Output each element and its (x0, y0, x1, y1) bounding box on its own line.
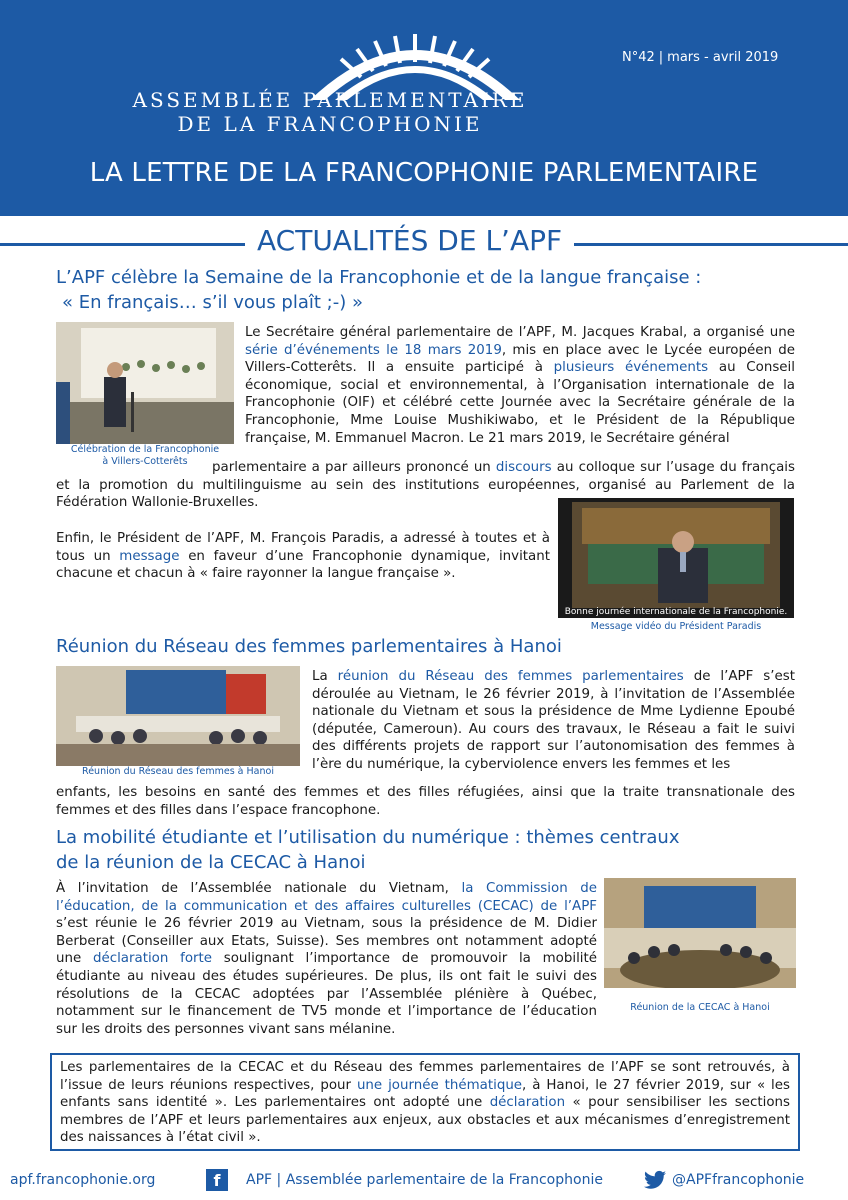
twitter-link[interactable]: @APFfrancophonie (672, 1172, 805, 1188)
text-span: soulignant l’importance de promouvoir la mobilité étudiante au niveau des études supérieures. De plus, ils ont fait le suivi des résolutions de la CECAC adoptées par l’Assemblée plénière à Québec, notamment sur le financement de TV5 monde et l’importance de l’éducation sur les droits des personnes vivant sans mélanine. (56, 951, 598, 1037)
org-name-line2: DE LA FRANCOPHONIE (177, 112, 483, 136)
video-subtitle: Bonne journée internationale de la Francophonie. (564, 607, 788, 617)
newsletter-title: LA LETTRE DE LA FRANCOPHONIE PARLEMENTAIRE (89, 158, 759, 188)
link-serie-evenements[interactable]: série d’événements le 18 mars 2019 (245, 342, 502, 358)
link-declaration-forte[interactable]: déclaration forte (92, 951, 213, 967)
link-cecac[interactable]: la Commission de l’éducation, de la communication et des affaires culturelles (CECAC) de l’APF (56, 881, 597, 914)
photo-villers-cotterets (56, 322, 234, 444)
article2-paragraph-bottom: enfants, les besoins en santé des femmes et des filles réfugiées, ainsi que la traite transnationale des femmes et des filles dans l’espace francophone. (56, 785, 795, 818)
article1-paragraph2 (56, 530, 550, 583)
article1-title-line2: « En français… s’il vous plaît ;-) » (62, 292, 363, 313)
text-span: Enfin, le Président de l’APF, M. François Paradis, a adressé à toutes et à tous un (56, 531, 550, 564)
text-span: À l’invitation de l’Assemblée nationale du Vietnam, (56, 881, 462, 896)
text-span: La (312, 669, 338, 684)
article3-paragraph (56, 880, 597, 1038)
twitter-icon[interactable] (644, 1170, 666, 1190)
text-span: Le Secrétaire général parlementaire de l’APF, M. Jacques Krabal, a organisé une (245, 325, 795, 340)
link-plusieurs-evenements[interactable]: plusieurs événements (553, 360, 709, 376)
link-discours[interactable]: discours (495, 460, 552, 475)
link-reunion-reseau[interactable]: réunion du Réseau des femmes parlementaires (337, 669, 684, 684)
text-span: s’est réunie le 26 février 2019 au Vietnam, sous la présidence de M. Didier Berberat (Conseiller aux Etats, Suisse). Ses membres ont notamment adopté une (56, 916, 597, 967)
website-link[interactable]: apf.francophonie.org (10, 1172, 156, 1188)
footer (0, 1164, 848, 1200)
thematic-day-box (50, 1053, 800, 1151)
text-span: en faveur d’une Francophonie dynamique, invitant chacune et chacun à « faire rayonner la langue française ». (56, 548, 550, 582)
text-span: , à Hanoi, le 27 février 2019, sur « les enfants sans identité ». Les parlementaires ont adopté une (60, 1077, 790, 1111)
photo1-caption-line1: Célébration de la Francophonie (70, 444, 220, 455)
facebook-link[interactable]: APF | Assemblée parlementaire de la Francophonie (246, 1172, 603, 1188)
text-span: « pour sensibiliser les sections membres de l’APF et leurs parlementaires aux enjeux, aux obstacles et aux mécanismes d’enregistrement des naissances à l’état civil ». (60, 1095, 790, 1146)
photo-president-paradis-video[interactable] (558, 498, 794, 618)
issue-number: N°42 (622, 50, 655, 65)
org-name-line1: ASSEMBLÉE PARLEMENTAIRE (132, 88, 528, 112)
text-span: Les parlementaires de la CECAC et du Réseau des femmes parlementaires de l’APF se sont retrouvés, à l’issue de leurs réunions respectives, pour (60, 1060, 790, 1093)
article3-title-line1: La mobilité étudiante et l’utilisation du numérique : thèmes centraux (56, 827, 680, 848)
photo2-caption: Message vidéo du Président Paradis (590, 621, 762, 632)
issue-date: mars - avril 2019 (667, 50, 779, 65)
photo4-caption: Réunion de la CECAC à Hanoi (630, 1002, 770, 1013)
text-span: au colloque sur l’usage du français et la promotion du multilinguisme au sein des institutions européennes, organisé au Parlement de la Fédération Wallonie-Bruxelles. (56, 460, 795, 511)
photo-cecac (604, 878, 796, 1000)
header-banner (0, 0, 848, 216)
section-title: ACTUALITÉS DE L’APF (245, 224, 574, 257)
article3-title-line2: de la réunion de la CECAC à Hanoi (56, 852, 366, 873)
text-span: parlementaire a par ailleurs prononcé un (212, 460, 496, 475)
facebook-icon[interactable]: f (206, 1169, 228, 1191)
text-span: au Conseil économique, social et environnemental, à l’Organisation internationale de la Francophonie (OIF) et célébré cette Journée avec la Secrétaire générale de la Francophonie, Mme Louise Mushikiwabo, et le Président de la République française, M. Emmanuel Macron. Le 21 mars 2019, le Secrétaire général (245, 360, 795, 446)
photo-reseau-femmes (56, 666, 300, 766)
link-declaration[interactable]: déclaration (489, 1095, 566, 1111)
text-span: de l’APF s’est déroulée au Vietnam, le 26 février 2019, à l’invitation de l’Assemblée nationale du Vietnam et sous la présidence de Mme Lydienne Epoubé (députée, Cameroun). Au cours des travaux, le Réseau a fait le suivi des différents projets de rapport sur l’autonomisation des femmes à l’ère du numérique, la cyberviolence envers les femmes et les (312, 669, 796, 772)
link-journee-thematique[interactable]: une journée thématique (356, 1077, 523, 1093)
article2-title: Réunion du Réseau des femmes parlementaires à Hanoi (56, 636, 562, 657)
photo1-caption-line2: à Villers-Cotterêts (102, 456, 188, 467)
article1-paragraph1-top (245, 324, 795, 447)
issue-info: N°42 | mars - avril 2019 (622, 50, 779, 65)
article2-paragraph-top (312, 668, 795, 774)
text-span: , mis en place avec le Lycée européen de Villers-Cotterêts. Il a ensuite participé à (245, 342, 795, 376)
article1-title-line1: L’APF célèbre la Semaine de la Francophonie et de la langue française : (56, 267, 702, 288)
link-message[interactable]: message (119, 548, 180, 564)
photo3-caption: Réunion du Réseau des femmes à Hanoi (82, 766, 274, 777)
